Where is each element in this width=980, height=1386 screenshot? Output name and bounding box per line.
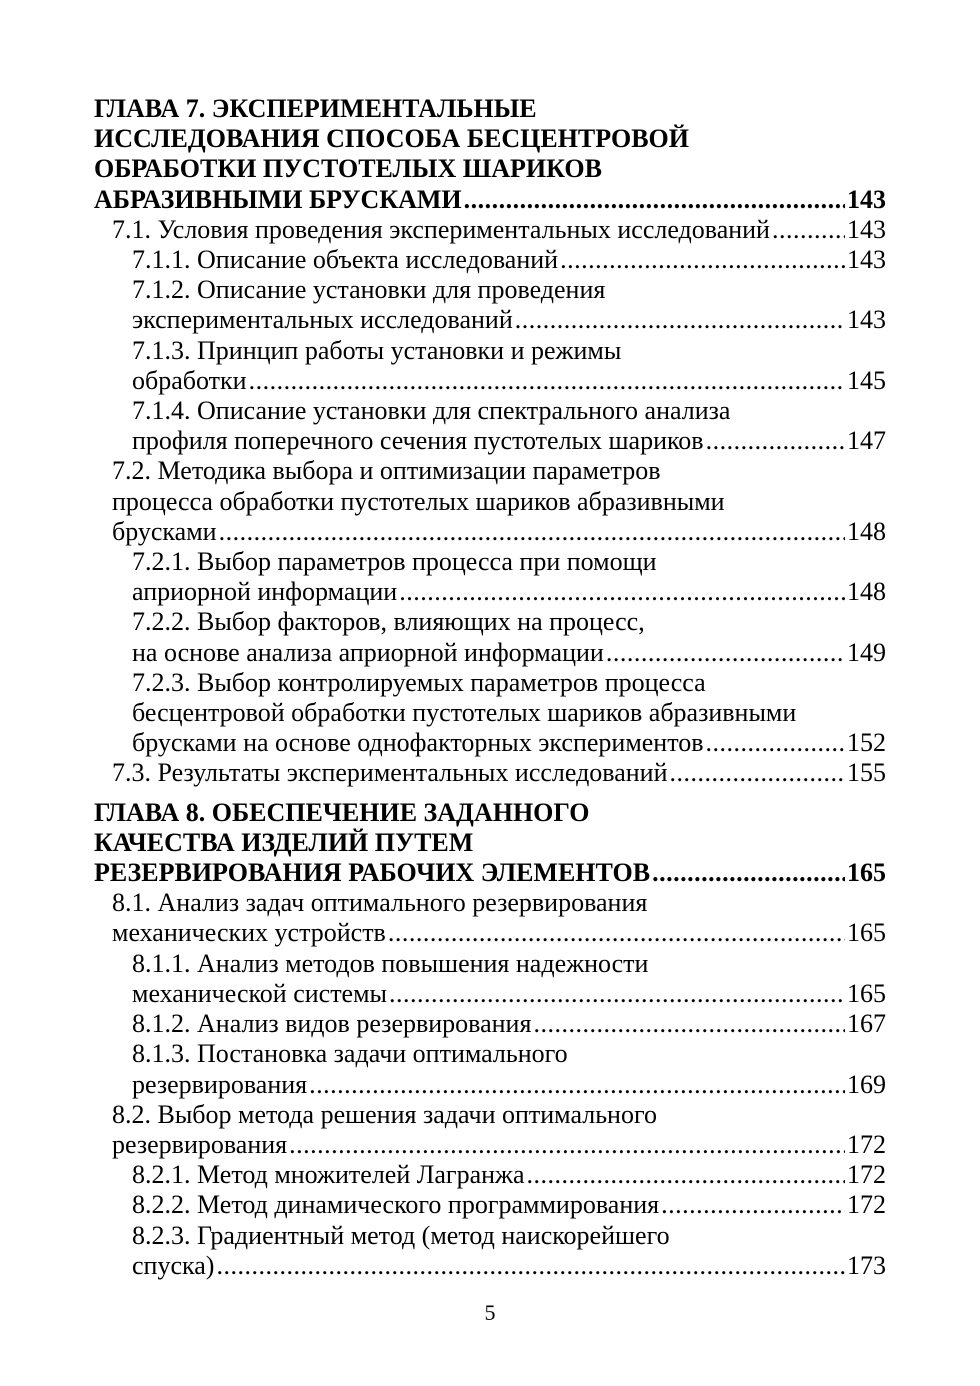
toc-entry-last-line [132,366,886,396]
toc-entry-title-line: АБРАЗИВНЫМИ БРУСКАМИ [94,184,462,214]
dot-leader [606,638,845,668]
toc-subsection[interactable] [94,1221,886,1281]
toc-entry-last-line [132,1251,886,1281]
toc-entry-title-line: КАЧЕСТВА ИЗДЕЛИЙ ПУТЕМ [94,827,474,857]
dot-leader [309,1070,845,1100]
toc-page-number: 165 [847,918,886,948]
toc-page-number: 143 [847,184,886,214]
toc-subsection[interactable] [94,949,886,1009]
toc-entry-title-line: обработки [132,365,247,395]
toc-subsection[interactable] [94,245,886,275]
toc-entry-title-line: бесцентровой обработки пустотелых шариков абразивными [132,698,797,728]
toc-page-number: 172 [847,1160,886,1190]
toc-subsection[interactable] [94,396,886,456]
toc-subsection[interactable] [94,547,886,607]
toc-section[interactable] [94,888,886,948]
toc-entry-last-line [112,1130,886,1160]
dot-leader [389,979,845,1009]
page-number: 5 [484,1300,496,1325]
dot-leader [249,366,845,396]
toc-entry-title-line: ГЛАВА 7. ЭКСПЕРИМЕНТАЛЬНЫЕ [94,94,537,123]
toc-page-number: 167 [847,1009,886,1039]
toc-entry-last-line [132,1160,886,1190]
toc-entry-title-line: 8.1.3. Постановка задачи оптимального [132,1039,568,1069]
toc-entry-title-line: процесса обработки пустотелых шариков абразивными [112,486,725,516]
toc-entry-title-line: 8.1. Анализ задач оптимального резервирования [112,888,648,918]
toc-section[interactable] [94,215,886,245]
dot-leader [527,1160,845,1190]
toc-entry-title-line: 7.2.2. Выбор факторов, влияющих на процесс, [132,607,645,637]
toc-subsection[interactable] [94,1190,886,1220]
toc-entry-title-line: на основе анализа априорной информации [132,637,604,667]
toc-entry-title-line: РЕЗЕРВИРОВАНИЯ РАБОЧИХ ЭЛЕМЕНТОВ [94,858,651,888]
toc-entry-title-line: профиля поперечного сечения пустотелых шариков [132,426,704,456]
toc-entry-last-line [132,426,886,456]
toc-page-number: 165 [847,978,886,1008]
toc-page-number: 145 [847,365,886,395]
toc-page-number: 173 [847,1250,886,1280]
toc-chapter[interactable] [94,94,886,215]
toc-page-number: 172 [847,1129,886,1159]
toc-entry-last-line [132,1009,886,1039]
toc-entry-last-line [112,215,886,245]
toc-entry-title-line: 7.1.2. Описание установки для проведения [132,275,606,305]
toc-page-number: 152 [847,728,886,758]
toc-entry-last-line [132,728,886,758]
toc-entry-title-line: 8.1.1. Анализ методов повышения надежности [132,948,649,978]
toc-entry-title-line: 8.2.3. Градиентный метод (метод наискорейшего [132,1220,670,1250]
dot-leader [216,1251,845,1281]
toc-page-number: 165 [847,858,886,888]
dot-leader [289,1130,845,1160]
toc-entry-title-line: 8.2. Выбор метода решения задачи оптимального [112,1099,657,1129]
dot-leader [464,185,845,215]
toc-entry-title-line: спуска) [132,1250,215,1280]
toc-subsection[interactable] [94,1039,886,1099]
toc-entry-title-line: 7.1.4. Описание установки для спектрального анализа [132,396,731,426]
toc-entry-last-line [132,245,886,275]
toc-section[interactable] [94,1100,886,1160]
toc-section[interactable] [94,758,886,788]
toc-entry-title-line: ОБРАБОТКИ ПУСТОТЕЛЫХ ШАРИКОВ [94,154,602,184]
toc-page-number: 147 [847,426,886,456]
toc-entry-last-line [132,305,886,335]
toc-page-number: 172 [847,1190,886,1220]
toc-entry-title-line: 7.1.3. Принцип работы установки и режимы [132,335,622,365]
dot-leader [706,426,845,456]
toc-entry-last-line [94,185,886,215]
toc-entry-title-line: 7.2.1. Выбор параметров процесса при помощи [132,547,657,577]
toc-subsection[interactable] [94,336,886,396]
dot-leader [533,1009,845,1039]
toc-entry-title-line: 7.1.1. Описание объекта исследований [132,245,559,275]
table-of-contents [94,94,886,1281]
toc-entry-last-line [112,758,886,788]
toc-entry-title-line: 7.2. Методика выбора и оптимизации параметров [112,456,661,486]
dot-leader [706,728,845,758]
toc-page-number: 149 [847,637,886,667]
dot-leader [670,758,845,788]
toc-entry-title-line: 8.2.2. Метод динамического программирования [132,1190,660,1220]
toc-entry-last-line [132,1190,886,1220]
toc-entry-title-line: 7.3. Результаты экспериментальных исследований [112,758,668,788]
toc-page-number: 148 [847,516,886,546]
dot-leader [399,577,845,607]
dot-leader [772,215,845,245]
toc-subsection[interactable] [94,607,886,667]
dot-leader [515,305,845,335]
dot-leader [661,1190,845,1220]
toc-entry-last-line [112,918,886,948]
toc-chapter[interactable] [94,798,886,889]
toc-entry-last-line [132,979,886,1009]
toc-entry-title-line: ГЛАВА 8. ОБЕСПЕЧЕНИЕ ЗАДАННОГО [94,797,590,827]
toc-entry-title-line: брусками на основе однофакторных экспериментов [132,728,704,758]
toc-entry-title-line: 7.2.3. Выбор контролируемых параметров процесса [132,667,706,697]
toc-entry-last-line [94,858,886,888]
dot-leader [560,245,845,275]
toc-entry-title-line: резервирования [112,1129,288,1159]
toc-subsection[interactable] [94,275,886,335]
toc-entry-last-line [112,517,886,547]
toc-page-number: 143 [847,214,886,244]
dot-leader [652,858,845,888]
dot-leader [219,517,845,547]
toc-entry-last-line [132,1070,886,1100]
toc-entry-last-line [132,577,886,607]
toc-page-number: 155 [847,758,886,788]
toc-page-number: 148 [847,577,886,607]
toc-subsection[interactable] [94,1160,886,1190]
toc-entry-title-line: механических устройств [112,918,386,948]
toc-entry-title-line: 8.2.1. Метод множителей Лагранжа [132,1160,525,1190]
toc-entry-title-line: 7.1. Условия проведения экспериментальных исследований [112,214,770,244]
toc-entry-title-line: ИССЛЕДОВАНИЯ СПОСОБА БЕСЦЕНТРОВОЙ [94,124,690,154]
toc-page-number: 143 [847,305,886,335]
toc-entry-title-line: механической системы [132,978,388,1008]
toc-section[interactable] [94,456,886,547]
toc-entry-title-line: резервирования [132,1069,308,1099]
toc-subsection[interactable] [94,668,886,759]
toc-entry-title-line: экспериментальных исследований [132,305,513,335]
dot-leader [388,918,845,948]
toc-subsection[interactable] [94,1009,886,1039]
toc-entry-title-line: априорной информации [132,577,398,607]
toc-entry-last-line [132,638,886,668]
chapter-gap [94,789,886,798]
toc-page-number: 143 [847,245,886,275]
toc-entry-title-line: 8.1.2. Анализ видов резервирования [132,1009,532,1039]
toc-page-number: 169 [847,1069,886,1099]
toc-entry-title-line: брусками [112,516,217,546]
